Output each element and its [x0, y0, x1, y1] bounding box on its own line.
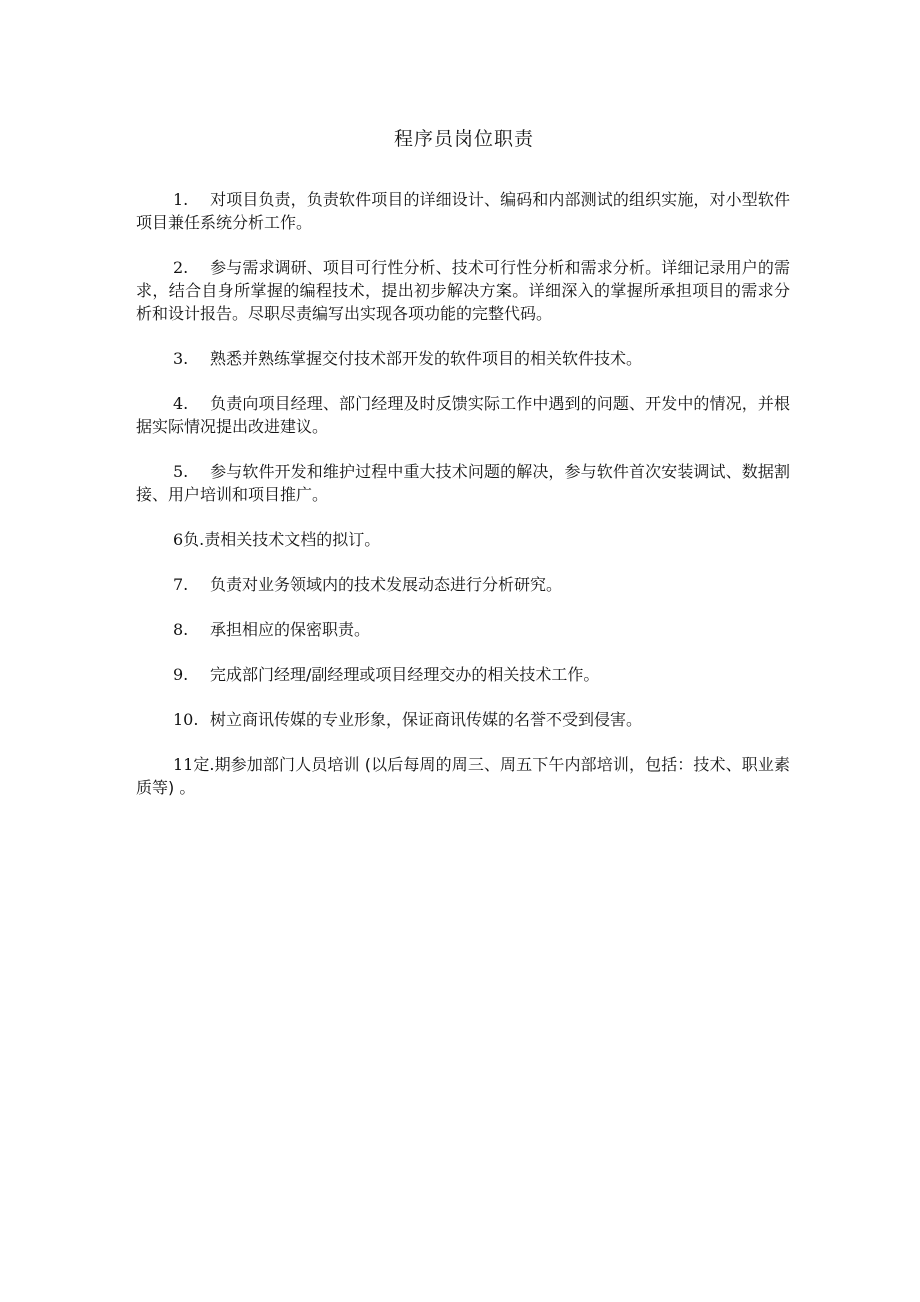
item-text: 对项目负责，负责软件项目的详细设计、编码和内部测试的组织实施，对小型软件项目兼任系统分析工作。 [136, 190, 790, 232]
item-text: 熟悉并熟练掌握交付技术部开发的软件项目的相关软件技术。 [210, 349, 643, 368]
list-item [136, 392, 790, 438]
item-number: 4. [173, 394, 189, 413]
list-item [136, 188, 790, 234]
item-text: 承担相应的保密职责。 [210, 620, 371, 639]
item-number: 5. [173, 462, 189, 481]
list-item [136, 573, 790, 596]
item-text: 负责对业务领域内的技术发展动态进行分析研究。 [210, 575, 563, 594]
item-number: 2. [173, 258, 189, 277]
item-text: 参与需求调研、项目可行性分析、技术可行性分析和需求分析。详细记录用户的需求，结合自身所掌握的编程技术，提出初步解决方案。详细深入的掌握所承担项目的需求分析和设计报告。尽职尽责编写出实现各项功能的完整代码。 [136, 258, 790, 323]
list-item [136, 256, 790, 325]
item-text: 完成部门经理/副经理或项目经理交办的相关技术工作。 [210, 665, 600, 684]
list-item [136, 347, 790, 370]
item-number: 3. [173, 349, 189, 368]
item-text: 树立商讯传媒的专业形象，保证商讯传媒的名誉不受到侵害。 [210, 710, 643, 729]
item-number: 8. [173, 620, 189, 639]
item-number: 9. [173, 665, 189, 684]
item-number: 11定. [173, 755, 215, 774]
item-number: 6负. [173, 530, 205, 549]
list-item [136, 618, 790, 641]
item-number: 7. [173, 575, 189, 594]
duty-list [136, 188, 790, 821]
item-number: 10. [173, 710, 199, 729]
item-number: 1. [173, 190, 189, 209]
item-text: 期参加部门人员培训 (以后每周的周三、周五下午内部培训，包括：技术、职业素质等) 。 [136, 755, 790, 797]
list-item [136, 753, 790, 799]
list-item [136, 528, 790, 551]
list-item [136, 460, 790, 506]
item-text: 责相关技术文档的拟订。 [204, 530, 381, 549]
item-text: 负责向项目经理、部门经理及时反馈实际工作中遇到的问题、开发中的情况，并根据实际情况提出改进建议。 [136, 394, 790, 436]
list-item [136, 663, 790, 686]
document-title: 程序员岗位职责 [393, 128, 534, 150]
item-text: 参与软件开发和维护过程中重大技术问题的解决，参与软件首次安装调试、数据割接、用户培训和项目推广。 [136, 462, 790, 504]
list-item [136, 708, 790, 731]
